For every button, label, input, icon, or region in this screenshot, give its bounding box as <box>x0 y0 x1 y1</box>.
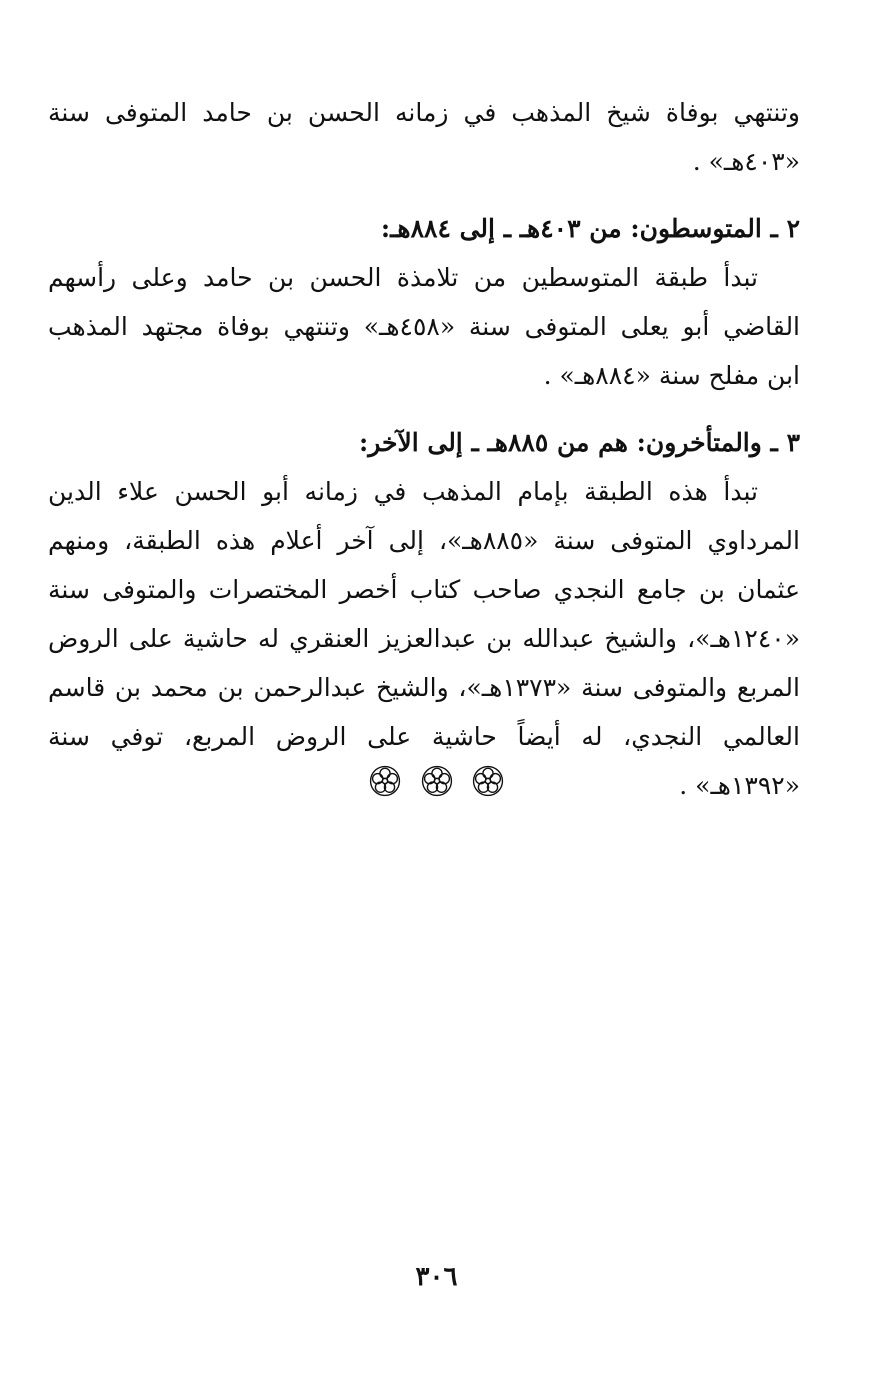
text-line: القاضي أبو يعلى المتوفى سنة «٤٥٨هـ» وتنتهي بوفاة مجتهد المذهب <box>48 312 801 341</box>
flower-ornament-icon <box>368 764 402 798</box>
heading-range: هم من ٨٨٥هـ ـ إلى الآخر: <box>358 428 628 457</box>
heading-range: من ٤٠٣هـ ـ إلى ٨٨٤هـ: <box>380 214 622 243</box>
text-line: «١٣٩٢هـ» . <box>679 771 800 800</box>
flower-ornament-icon <box>420 764 454 798</box>
section-heading <box>48 204 800 253</box>
text-line: تبدأ طبقة المتوسطين من تلامذة الحسن بن حامد وعلى رأسهم <box>48 263 758 292</box>
text-line: «٤٠٣هـ» . <box>692 147 800 176</box>
text-line: «١٢٤٠هـ»، والشيخ عبدالله بن عبدالعزيز العنقري له حاشية على الروض <box>48 624 800 653</box>
page-number: ٣٠٦ <box>415 1262 458 1292</box>
section-divider-ornaments <box>0 764 873 798</box>
section-1 <box>48 88 800 186</box>
section-3 <box>48 418 800 810</box>
section-2 <box>48 204 800 400</box>
flower-ornament-icon <box>471 764 505 798</box>
heading-title: ٣ ـ والمتأخرون: <box>636 428 800 457</box>
text-line: عثمان بن جامع النجدي صاحب كتاب أخصر المختصرات والمتوفى سنة <box>48 575 800 604</box>
text-line: تبدأ هذه الطبقة بإمام المذهب في زمانه أبو الحسن علاء الدين <box>48 477 758 506</box>
heading-title: ٢ ـ المتوسطون: <box>630 214 800 243</box>
text-line: وتنتهي بوفاة شيخ المذهب في زمانه الحسن بن حامد المتوفى سنة <box>48 98 800 127</box>
text-line: المرداوي المتوفى سنة «٨٨٥هـ»، إلى آخر أعلام هذه الطبقة، ومنهم <box>48 526 800 555</box>
text-line: العالمي النجدي، له أيضاً حاشية على الروض المربع، توفي سنة <box>48 722 800 751</box>
page-body <box>48 88 800 810</box>
text-line: المربع والمتوفى سنة «١٣٧٣هـ»، والشيخ عبدالرحمن بن محمد بن قاسم <box>48 673 800 702</box>
section-heading <box>48 418 800 467</box>
text-line: ابن مفلح سنة «٨٨٤هـ» . <box>543 361 800 390</box>
